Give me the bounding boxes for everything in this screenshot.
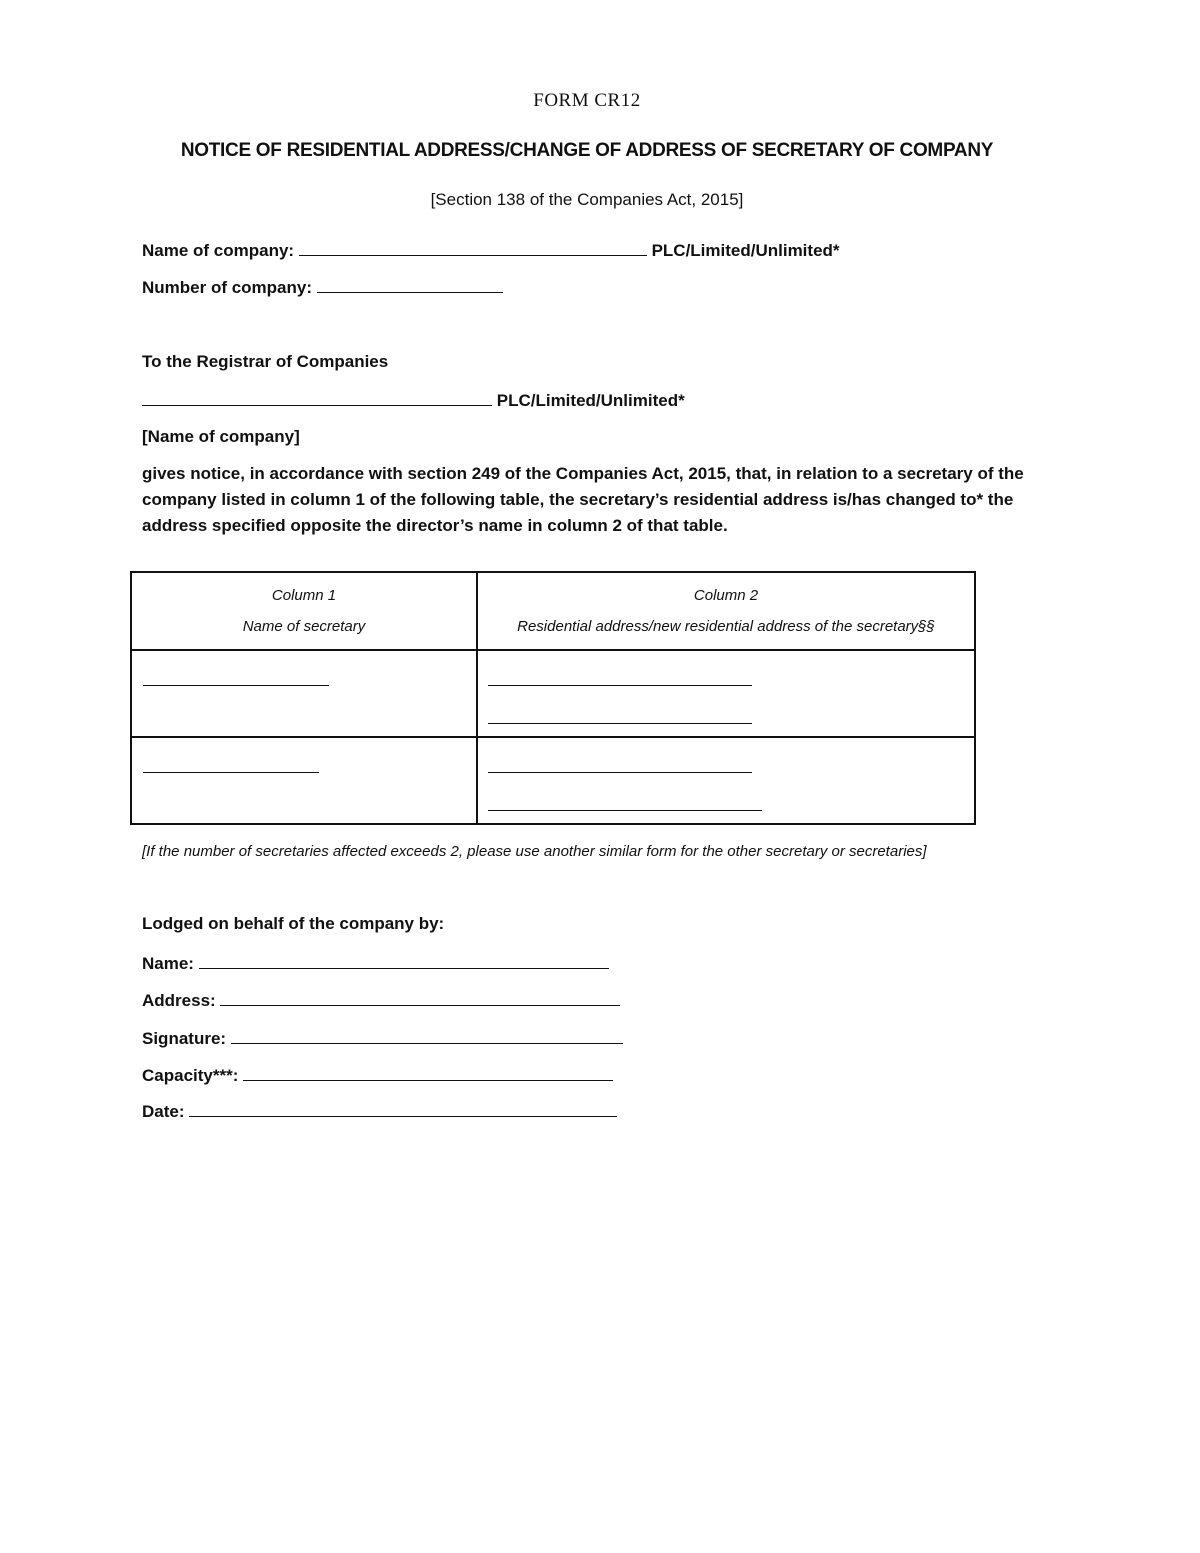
addressee-company-field[interactable] bbox=[142, 390, 492, 406]
name-of-company-caption: [Name of company] bbox=[142, 427, 300, 446]
lodger-signature-field[interactable] bbox=[231, 1028, 623, 1044]
secretary-name-cell bbox=[131, 650, 477, 737]
column-2-title: Column 2 bbox=[693, 587, 759, 604]
secretary-name-cell bbox=[131, 737, 477, 824]
column-1-caption: Name of secretary bbox=[242, 618, 366, 635]
addressee-company-suffix: PLC/Limited/Unlimited* bbox=[496, 391, 685, 410]
secretary-address-cell bbox=[477, 737, 975, 824]
company-name-row bbox=[142, 240, 840, 261]
secretary-address-field[interactable] bbox=[488, 772, 752, 773]
lodged-heading: Lodged on behalf of the company by: bbox=[142, 914, 445, 933]
page-title: NOTICE OF RESIDENTIAL ADDRESS/CHANGE OF ADDRESS OF SECRETARY OF COMPANY bbox=[180, 140, 994, 161]
lodger-name-row bbox=[142, 953, 609, 974]
secretary-name-field[interactable] bbox=[143, 685, 329, 686]
lodger-address-label: Address: bbox=[142, 991, 216, 1010]
table-header-row bbox=[131, 572, 975, 650]
column-1-title: Column 1 bbox=[271, 587, 337, 604]
company-number-row bbox=[142, 277, 503, 298]
form-code: FORM CR12 bbox=[533, 90, 641, 111]
lodger-date-label: Date: bbox=[142, 1102, 185, 1121]
table-row bbox=[131, 737, 975, 824]
company-number-field[interactable] bbox=[317, 277, 503, 293]
table-footnote: [If the number of secretaries affected exceeds 2, please use another similar form for the other secretary or secretaries] bbox=[142, 843, 927, 860]
lodger-address-row bbox=[142, 990, 620, 1011]
lodger-capacity-label: Capacity***: bbox=[142, 1066, 239, 1085]
company-name-label: Name of company: bbox=[142, 241, 295, 260]
lodger-signature-label: Signature: bbox=[142, 1029, 227, 1048]
lodger-address-field[interactable] bbox=[220, 990, 620, 1006]
lodger-capacity-field[interactable] bbox=[243, 1065, 613, 1081]
company-type-suffix: PLC/Limited/Unlimited* bbox=[651, 241, 840, 260]
secretary-name-field[interactable] bbox=[143, 772, 319, 773]
secretary-address-field[interactable] bbox=[488, 723, 752, 724]
lodger-name-field[interactable] bbox=[199, 953, 609, 969]
addressee-company-row bbox=[142, 390, 685, 411]
registrar-line: To the Registrar of Companies bbox=[142, 352, 389, 371]
secretary-address-cell bbox=[477, 650, 975, 737]
lodger-name-label: Name: bbox=[142, 954, 194, 973]
lodger-date-row bbox=[142, 1101, 617, 1122]
company-name-field[interactable] bbox=[299, 240, 647, 256]
table-row bbox=[131, 650, 975, 737]
secretary-address-field[interactable] bbox=[488, 810, 762, 811]
notice-paragraph: gives notice, in accordance with section 249 of the Companies Act, 2015, that, in relation to a secretary of the company listed in column 1 of the following table, the secretary’s residential address is/has changed to* the address specified opposite the director’s name in column 2 of that table. bbox=[142, 464, 1024, 535]
section-reference: [Section 138 of the Companies Act, 2015] bbox=[430, 190, 744, 209]
company-number-label: Number of company: bbox=[142, 278, 313, 297]
column-2-header bbox=[477, 572, 975, 650]
column-1-header bbox=[131, 572, 477, 650]
lodger-date-field[interactable] bbox=[189, 1101, 617, 1117]
lodger-signature-row bbox=[142, 1028, 623, 1049]
secretary-table bbox=[130, 571, 976, 825]
secretary-address-field[interactable] bbox=[488, 685, 752, 686]
column-2-caption: Residential address/new residential address of the secretary§§ bbox=[517, 618, 935, 635]
lodger-capacity-row bbox=[142, 1065, 613, 1086]
